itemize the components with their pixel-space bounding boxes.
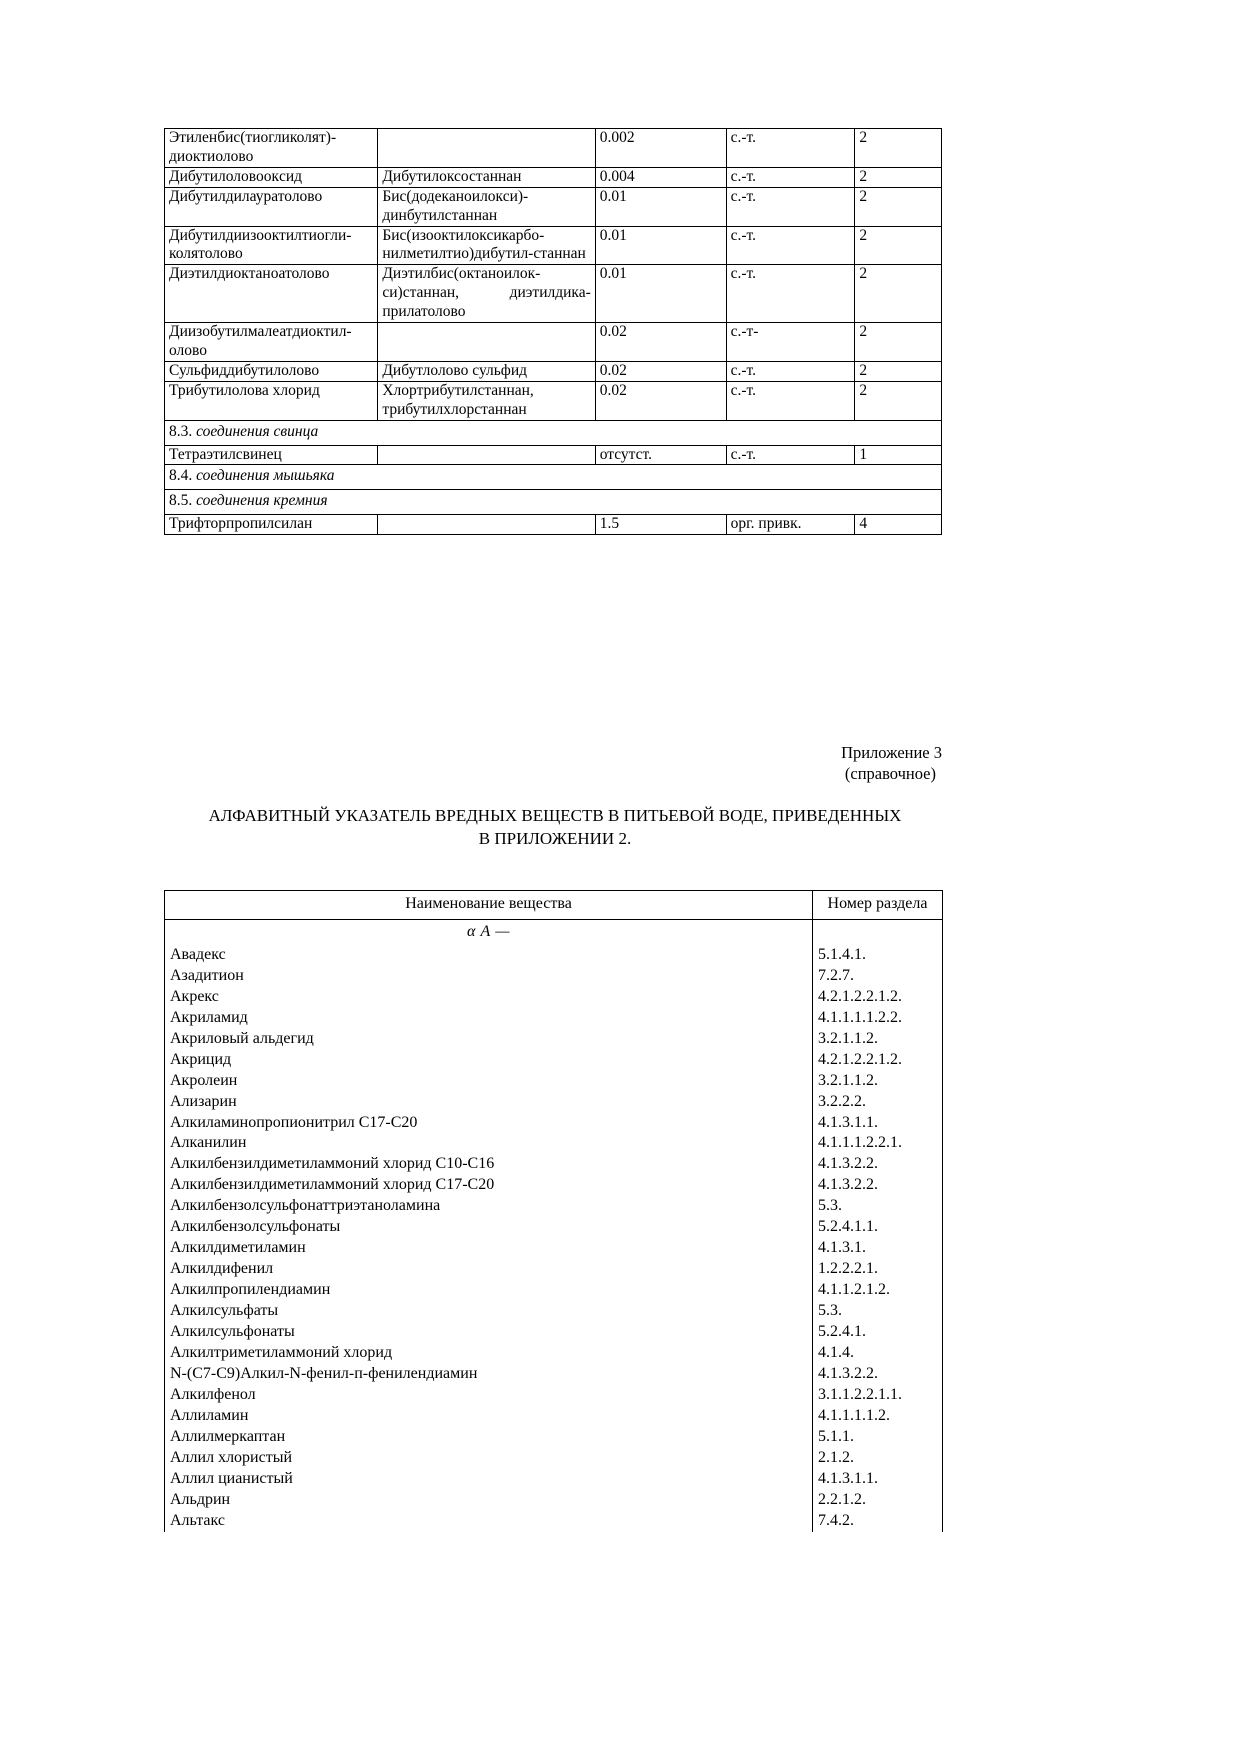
hazard-class: 2 (855, 361, 942, 381)
table-row (165, 187, 942, 226)
table-row (165, 381, 942, 420)
hazard-class: 2 (855, 226, 942, 265)
index-substance-name: Акрекс (165, 987, 813, 1008)
table-header-row (165, 891, 943, 920)
list-item (165, 1196, 943, 1217)
section-heading-row (165, 465, 942, 490)
hazard-class: 2 (855, 129, 942, 168)
list-item (165, 1008, 943, 1029)
norm-value: 0.002 (595, 129, 726, 168)
harm-indicator: с.-т. (726, 381, 855, 420)
harm-indicator: с.-т. (726, 226, 855, 265)
substance-name: Дибутилоловоокcид (165, 167, 378, 187)
list-item (165, 1490, 943, 1511)
index-substance-name: Ализарин (165, 1092, 813, 1113)
list-item (165, 1385, 943, 1406)
list-item (165, 1133, 943, 1154)
index-substance-name: Алкилпропилендиамин (165, 1280, 813, 1301)
index-section-number: 4.1.1.1.2.2.1. (813, 1133, 943, 1154)
substance-synonym (378, 323, 595, 362)
index-section-number: 4.2.1.2.2.1.2. (813, 987, 943, 1008)
harm-indicator: с.-т. (726, 167, 855, 187)
list-item (165, 1343, 943, 1364)
index-section-number: 2.2.1.2. (813, 1490, 943, 1511)
norm-value: отсутст. (595, 445, 726, 465)
index-substance-name: Авадекс (165, 945, 813, 966)
norm-value: 0.02 (595, 361, 726, 381)
index-substance-name: Аллил цианистый (165, 1469, 813, 1490)
index-section-number: 4.1.1.2.1.2. (813, 1280, 943, 1301)
index-section-number: 5.2.4.1.1. (813, 1217, 943, 1238)
index-substance-name: Аллилмеркаптан (165, 1427, 813, 1448)
index-section-number: 4.1.3.2.2. (813, 1364, 943, 1385)
substance-name: Дибутилдилауратолово (165, 187, 378, 226)
list-item (165, 1427, 943, 1448)
letter-divider-blank (813, 919, 943, 944)
letter-marker: α А — (165, 919, 813, 944)
norm-value: 1.5 (595, 515, 726, 535)
index-section-number: 4.1.3.2.2. (813, 1175, 943, 1196)
index-section-number: 3.2.1.1.2. (813, 1029, 943, 1050)
index-substance-name: Аллиламин (165, 1406, 813, 1427)
section-number: 8.3. (169, 422, 193, 440)
hazard-class: 2 (855, 265, 942, 323)
alphabetical-index-body (165, 919, 943, 1531)
index-substance-name: Акриламид (165, 1008, 813, 1029)
substance-norms-table-body (165, 129, 942, 535)
list-item (165, 1301, 943, 1322)
table-row (165, 129, 942, 168)
substance-synonym: Диэтилбис(октаноилок-си)станнан, диэтилдика-прилатолово (378, 265, 595, 323)
column-header-substance-name: Наименование вещества (165, 891, 813, 920)
index-substance-name: Аллил хлористый (165, 1448, 813, 1469)
hazard-class: 4 (855, 515, 942, 535)
table-row (165, 361, 942, 381)
index-section-number: 4.1.1.1.1.2. (813, 1406, 943, 1427)
index-section-number: 3.2.2.2. (813, 1092, 943, 1113)
table-row (165, 265, 942, 323)
index-substance-name: Акриловый альдегид (165, 1029, 813, 1050)
list-item (165, 1050, 943, 1071)
list-item (165, 1259, 943, 1280)
list-item (165, 987, 943, 1008)
index-section-number: 5.2.4.1. (813, 1322, 943, 1343)
table-row (165, 323, 942, 362)
harm-indicator: с.-т- (726, 323, 855, 362)
list-item (165, 1280, 943, 1301)
substance-synonym: Бис(додеканоилокси)-динбутилстаннан (378, 187, 595, 226)
index-substance-name: Алкилбензолсульфонаты (165, 1217, 813, 1238)
harm-indicator: с.-т. (726, 445, 855, 465)
index-substance-name: Алкилбензолсульфонаттриэтаноламина (165, 1196, 813, 1217)
index-section-number: 4.1.4. (813, 1343, 943, 1364)
substance-name: Этиленбис(тиогликолят)-диоктиолово (165, 129, 378, 168)
list-item (165, 1029, 943, 1050)
harm-indicator: орг. привк. (726, 515, 855, 535)
index-section-number: 5.1.4.1. (813, 945, 943, 966)
index-section-number: 2.1.2. (813, 1448, 943, 1469)
list-item (165, 1322, 943, 1343)
index-substance-name: Альдрин (165, 1490, 813, 1511)
index-section-number: 4.1.3.1.1. (813, 1113, 943, 1134)
table-row (165, 226, 942, 265)
page-title-line1: АЛФАВИТНЫЙ УКАЗАТЕЛЬ ВРЕДНЫХ ВЕЩЕСТВ В ПИТЬЕВОЙ ВОДЕ, ПРИВЕДЕННЫХ (208, 806, 902, 825)
substance-synonym (378, 515, 595, 535)
list-item (165, 1364, 943, 1385)
index-substance-name: Альтакс (165, 1511, 813, 1532)
column-header-section-number: Номер раздела (813, 891, 943, 920)
hazard-class: 1 (855, 445, 942, 465)
section-label: соединения свинца (196, 422, 319, 440)
index-substance-name: Алкилдифенил (165, 1259, 813, 1280)
index-section-number: 5.3. (813, 1301, 943, 1322)
hazard-class: 2 (855, 381, 942, 420)
substance-synonym (378, 445, 595, 465)
appendix-label (0, 742, 942, 785)
index-section-number: 4.1.1.1.1.2.2. (813, 1008, 943, 1029)
substance-synonym: Хлортрибутилстаннан, трибутилхлорстаннан (378, 381, 595, 420)
index-substance-name: Алкилдиметиламин (165, 1238, 813, 1259)
list-item (165, 1175, 943, 1196)
list-item (165, 1448, 943, 1469)
list-item (165, 1154, 943, 1175)
index-section-number: 1.2.2.2.1. (813, 1259, 943, 1280)
substance-norms-table (164, 128, 942, 535)
table-row (165, 167, 942, 187)
index-section-number: 5.1.1. (813, 1427, 943, 1448)
section-heading-row (165, 420, 942, 445)
index-substance-name: Алкилтриметиламмоний хлорид (165, 1343, 813, 1364)
list-item (165, 945, 943, 966)
index-substance-name: Азадитион (165, 966, 813, 987)
section-heading (165, 420, 942, 445)
list-item (165, 1469, 943, 1490)
index-substance-name-text: N-(С7-С9)Алкил-N-фенил-п-фенилендиамин (170, 1364, 478, 1382)
appendix-kind: (справочное) (844, 764, 936, 784)
index-substance-name: Алканилин (165, 1133, 813, 1154)
letter-divider-row (165, 919, 943, 944)
norm-value: 0.02 (595, 381, 726, 420)
alphabetical-index-table (164, 890, 943, 1532)
hazard-class: 2 (855, 167, 942, 187)
harm-indicator: с.-т. (726, 129, 855, 168)
index-substance-name: Алкиламинопропионитрил С17-С20 (165, 1113, 813, 1134)
list-item (165, 1092, 943, 1113)
hazard-class: 2 (855, 187, 942, 226)
index-substance-name: Алкилбензилдиметиламмоний хлорид С17-С20 (165, 1175, 813, 1196)
list-item (165, 1071, 943, 1092)
index-substance-name: Алкилсульфонаты (165, 1322, 813, 1343)
list-item (165, 1511, 943, 1532)
index-substance-name: Алкилбензилдиметиламмоний хлорид С10-С16 (165, 1154, 813, 1175)
appendix-number: Приложение 3 (841, 743, 942, 762)
norm-value: 0.01 (595, 265, 726, 323)
index-substance-name: Акролеин (165, 1071, 813, 1092)
substance-name: Дибутилдиизооктилтиогли-колятолово (165, 226, 378, 265)
index-substance-name: Алкилсульфаты (165, 1301, 813, 1322)
index-section-number: 5.3. (813, 1196, 943, 1217)
section-label: соединения кремния (196, 492, 328, 510)
index-substance-name (165, 1364, 813, 1385)
page-title (160, 805, 950, 851)
norm-value: 0.02 (595, 323, 726, 362)
substance-synonym: Дибутилоксостаннан (378, 167, 595, 187)
alphabetical-index-head (165, 891, 943, 920)
index-section-number: 3.1.1.2.2.1.1. (813, 1385, 943, 1406)
section-number: 8.4. (169, 467, 193, 485)
index-section-number: 7.2.7. (813, 966, 943, 987)
list-item (165, 1217, 943, 1238)
list-item (165, 1113, 943, 1134)
index-substance-name: Алкилфенол (165, 1385, 813, 1406)
list-item (165, 966, 943, 987)
table-row (165, 515, 942, 535)
index-section-number: 4.1.3.1.1. (813, 1469, 943, 1490)
harm-indicator: с.-т. (726, 265, 855, 323)
hazard-class: 2 (855, 323, 942, 362)
norm-value: 0.004 (595, 167, 726, 187)
index-section-number: 4.1.3.1. (813, 1238, 943, 1259)
norm-value: 0.01 (595, 187, 726, 226)
substance-synonym (378, 129, 595, 168)
list-item (165, 1238, 943, 1259)
section-number: 8.5. (169, 492, 193, 510)
index-section-number: 4.2.1.2.2.1.2. (813, 1050, 943, 1071)
substance-synonym: Бис(изооктилоксикарбо-нилметилтио)дибутил-станнан (378, 226, 595, 265)
substance-synonym: Дибутлолово сульфид (378, 361, 595, 381)
substance-name: Трифторпропилсилан (165, 515, 378, 535)
index-section-number: 3.2.1.1.2. (813, 1071, 943, 1092)
substance-name: Сульфиддибутилолово (165, 361, 378, 381)
norm-value: 0.01 (595, 226, 726, 265)
section-heading (165, 490, 942, 515)
section-heading-row (165, 490, 942, 515)
list-item (165, 1406, 943, 1427)
index-section-number: 7.4.2. (813, 1511, 943, 1532)
table-row (165, 445, 942, 465)
section-heading (165, 465, 942, 490)
substance-name: Диизобутилмалеатдиоктил-олово (165, 323, 378, 362)
index-substance-name: Акрицид (165, 1050, 813, 1071)
substance-name: Диэтилдиоктаноатолово (165, 265, 378, 323)
harm-indicator: с.-т. (726, 361, 855, 381)
index-section-number: 4.1.3.2.2. (813, 1154, 943, 1175)
section-label: соединения мышьяка (196, 467, 335, 485)
harm-indicator: с.-т. (726, 187, 855, 226)
page-title-line2: В ПРИЛОЖЕНИИ 2. (478, 828, 632, 848)
substance-name: Трибутилолова хлорид (165, 381, 378, 420)
substance-name: Тетраэтилсвинец (165, 445, 378, 465)
